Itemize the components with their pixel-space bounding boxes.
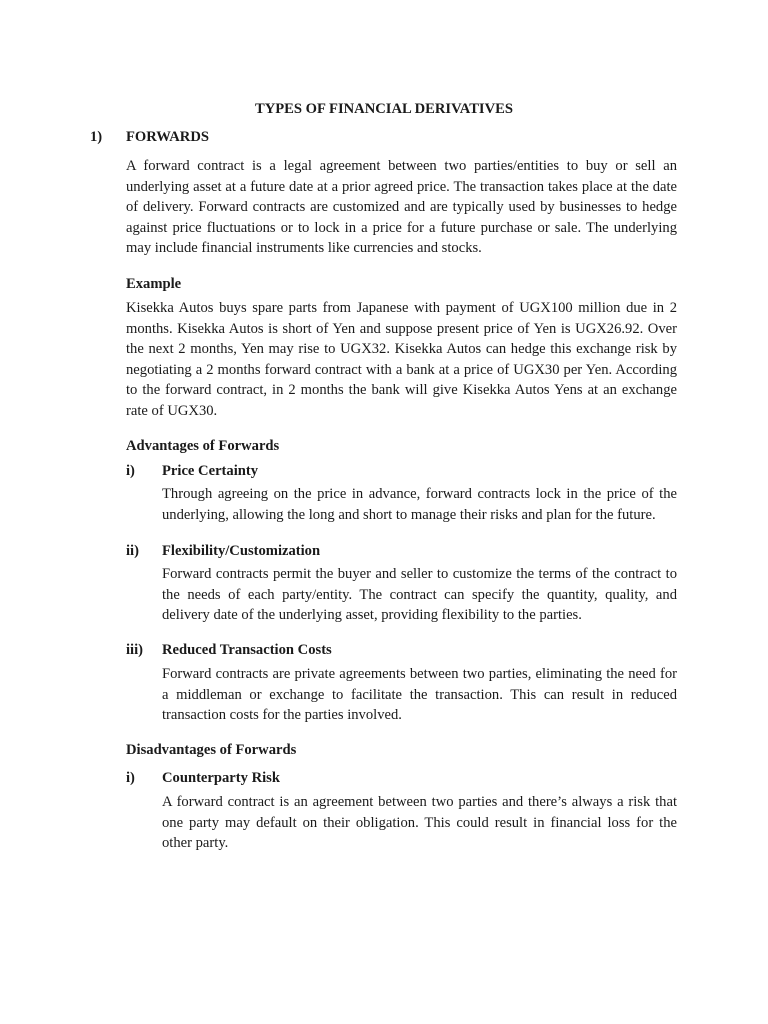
disadvantage-number: i): [126, 770, 135, 786]
disadvantage-heading: Counterparty Risk: [162, 770, 280, 786]
section-heading: FORWARDS: [126, 129, 210, 145]
advantage-number: iii): [126, 642, 144, 658]
advantage-text: Forward contracts are private agreements between two parties, eliminating the need for a middleman or exchange to facilitate the transaction. This can result in reduced transaction costs for the parties involved.: [162, 666, 677, 724]
advantage-text: Through agreeing on the price in advance, forward contracts lock in the price of the underlying, allowing the long and short to manage their risks and plan for the future.: [162, 486, 677, 523]
advantages-heading: Advantages of Forwards: [126, 438, 280, 454]
section-number: 1): [90, 129, 103, 145]
advantage-heading: Reduced Transaction Costs: [162, 642, 332, 658]
advantage-text: Forward contracts permit the buyer and seller to customize the terms of the contract to the needs of each party/entity. The contract can specify the quantity, quality, and delivery date of the underlying asset, providing flexibility to the parties.: [162, 566, 677, 624]
advantage-number: i): [126, 463, 135, 479]
intro-paragraph: A forward contract is a legal agreement between two parties/entities to buy or sell an underlying asset at a future date at a prior agreed price. The transaction takes place at the date of delivery. Forward contracts are customized and are typically used by businesses to hedge against price fluctuations or to lock in a price for a future purchase or sale. The underlying may include financial instruments like currencies and stocks.: [126, 158, 677, 257]
disadvantages-heading: Disadvantages of Forwards: [126, 742, 297, 758]
advantage-heading: Price Certainty: [162, 463, 259, 479]
advantage-number: ii): [126, 543, 139, 559]
example-paragraph: Kisekka Autos buys spare parts from Japanese with payment of UGX100 million due in 2 months. Kisekka Autos is short of Yen and suppose present price of Yen is UGX26.92. Over the next 2 months, Yen may rise to UGX32. Kisekka Autos can hedge this exchange risk by negotiating a 2 months forward contract with a bank at a price of UGX30 per Yen. According to the forward contract, in 2 months the bank will give Kisekka Autos Yens at an exchange rate of UGX30.: [126, 300, 677, 419]
example-heading: Example: [126, 276, 182, 292]
advantage-heading: Flexibility/Customization: [162, 543, 321, 559]
disadvantage-text: A forward contract is an agreement between two parties and there’s always a risk that one party may default on their obligation. This could result in financial loss for the other party.: [162, 794, 677, 852]
document-title: TYPES OF FINANCIAL DERIVATIVES: [254, 101, 513, 117]
